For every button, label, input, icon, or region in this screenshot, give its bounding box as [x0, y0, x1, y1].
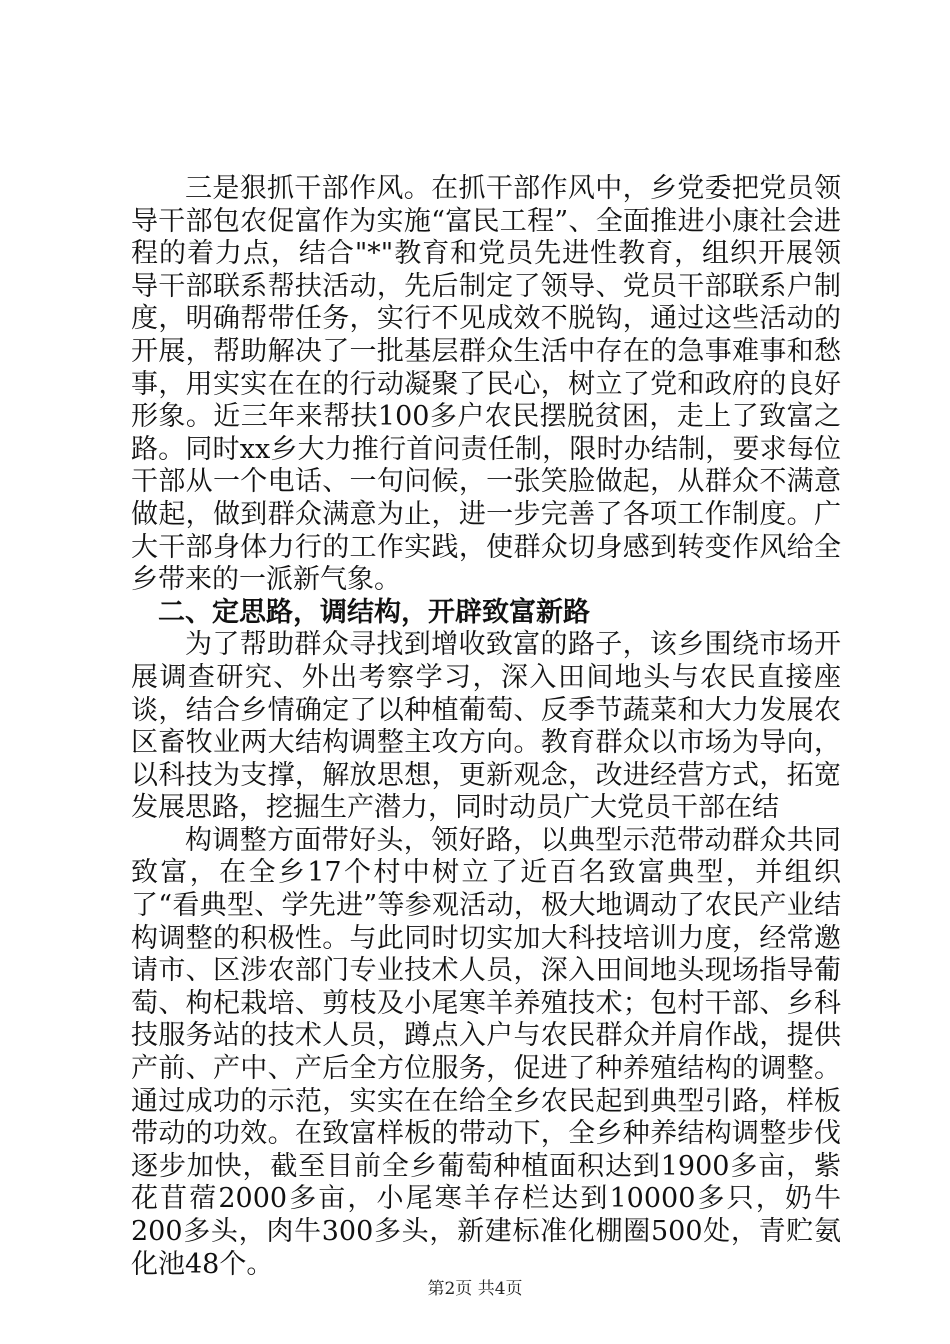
page-number-footer: 第2页 共4页: [427, 1279, 523, 1299]
document-body: [131, 173, 841, 1281]
paragraph-market-research: 为了帮助群众寻找到增收致富的路子，该乡围绕市场开展调查研究、外出考察学习，深入田间地头与农民直接座谈，结合乡情确定了以种植葡萄、反季节蔬菜和大力发展农区畜牧业两大结构调整主攻方向。教育群众以市场为导向，以科技为支撑，解放思想，更新观念，改进经营方式，拓宽发展思路，挖掘生产潜力，同时动员广大党员干部在结: [131, 629, 841, 824]
section-heading-2: 二、定思路，调结构，开辟致富新路: [158, 596, 590, 628]
paragraph-structure-adjustment: 构调整方面带好头，领好路，以典型示范带动群众共同致富，在全乡17个村中树立了近百名致富典型，并组织了“看典型、学先进”等参观活动，极大地调动了农民产业结构调整的积极性。与此同时切实加大科技培训力度，经常邀请市、区涉农部门专业技术人员，深入田间地头现场指导葡萄、枸杞栽培、剪枝及小尾寒羊养殖技术；包村干部、乡科技服务站的技术人员，蹲点入户与农民群众并肩作战，提供产前、产中、产后全方位服务，促进了种养殖结构的调整。通过成功的示范，实实在在给全乡农民起到典型引路，样板带动的功效。在致富样板的带动下，全乡种养结构调整步伐逐步加快，截至目前全乡葡萄种植面积达到1900多亩，紫花苜蓿2000多亩，小尾寒羊存栏达到10000多只，奶牛200多头，肉牛300多头，新建标准化棚圈500处，青贮氨化池48个。: [131, 824, 841, 1280]
paragraph-cadre-style: 三是狠抓干部作风。在抓干部作风中，乡党委把党员领导干部包农促富作为实施“富民工程”、全面推进小康社会进程的着力点，结合"*"教育和党员先进性教育，组织开展领导干部联系帮扶活动，先后制定了领导、党员干部联系户制度，明确帮带任务，实行不见成效不脱钩，通过这些活动的开展，帮助解决了一批基层群众生活中存在的急事难事和愁事，用实实在在的行动凝聚了民心，树立了党和政府的良好形象。近三年来帮扶100多户农民摆脱贫困，走上了致富之路。同时xx乡大力推行首问责任制，限时办结制，要求每位干部从一个电话、一句问候，一张笑脸做起，从群众不满意做起，做到群众满意为止，进一步完善了各项工作制度。广大干部身体力行的工作实践，使群众切身感到转变作风给全乡带来的一派新气象。: [131, 173, 841, 596]
